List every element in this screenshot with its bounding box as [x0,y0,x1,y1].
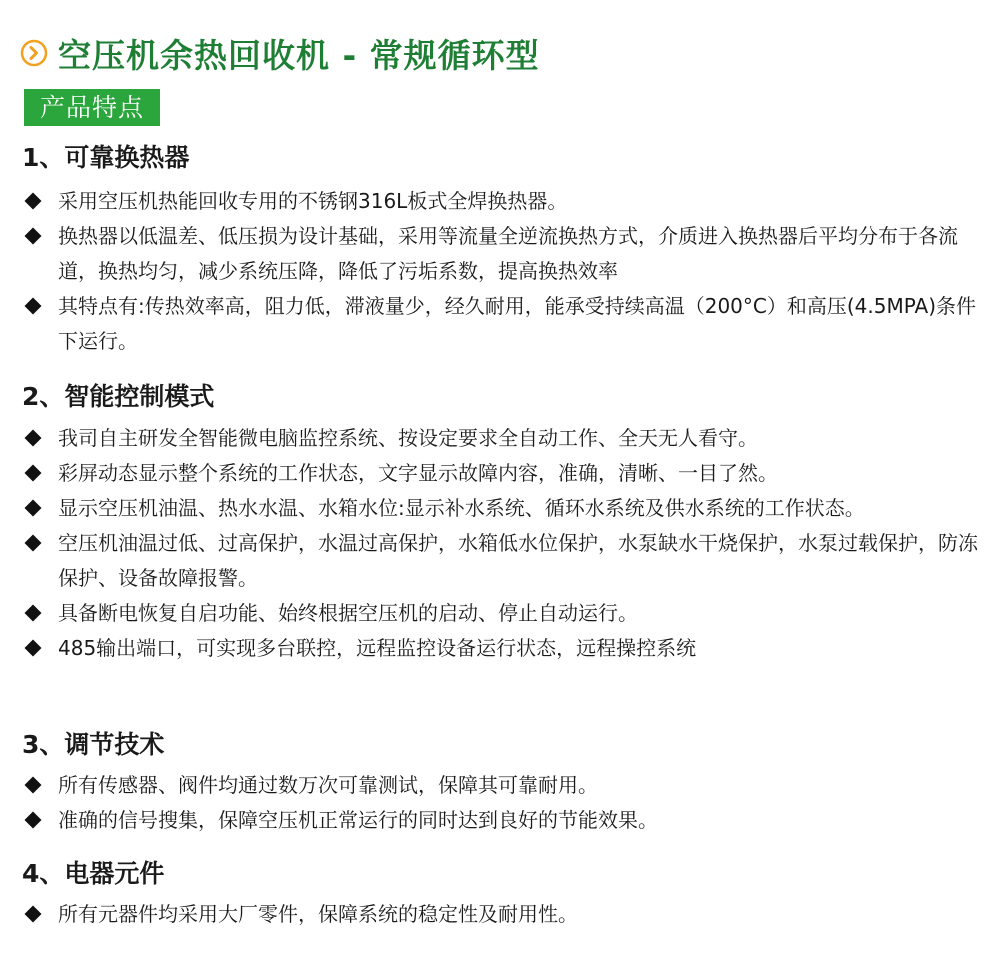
list-item [22,184,978,219]
diamond-bullet-icon [25,535,42,552]
list-item-text: 空压机油温过低、过高保护，水温过高保护，水箱低水位保护，水泵缺水干烧保护，水泵过载保护，防冻保护、设备故障报警。 [58,531,978,590]
list-item-text: 显示空压机油温、热水水温、水箱水位:显示补水系统、循环水系统及供水系统的工作状态。 [58,496,865,520]
bullet-list [22,768,982,838]
title-row [20,30,540,76]
diamond-bullet-icon [25,430,42,447]
list-item-text: 485输出端口，可实现多台联控，远程监控设备运行状态，远程操控系统 [58,636,697,660]
list-item-text: 具备断电恢复自启功能、始终根据空压机的启动、停止自动运行。 [58,601,638,625]
bullet-list [22,897,982,932]
list-item [22,897,978,932]
section-heading: 2、智能控制模式 [22,382,215,411]
list-item-text: 所有传感器、阀件均通过数万次可靠测试，保障其可靠耐用。 [58,773,598,797]
list-item-text: 准确的信号搜集，保障空压机正常运行的同时达到良好的节能效果。 [58,808,658,832]
section-heading: 3、调节技术 [22,730,165,759]
diamond-bullet-icon [25,812,42,829]
list-item [22,803,978,838]
diamond-bullet-icon [25,906,42,923]
page-title: 空压机余热回收机 - 常规循环型 [58,35,540,75]
diamond-bullet-icon [25,605,42,622]
list-item-text: 彩屏动态显示整个系统的工作状态，文字显示故障内容，准确，清晰、一目了然。 [58,461,778,485]
chevron-circle-right-icon [20,39,48,67]
diamond-bullet-icon [25,640,42,657]
list-item [22,631,978,666]
section-smart-control-mode [22,380,982,666]
list-item [22,289,978,359]
diamond-bullet-icon [25,465,42,482]
section-electrical-components [22,857,982,932]
section-heading: 4、电器元件 [22,859,165,888]
list-item [22,526,978,596]
list-item-text: 换热器以低温差、低压损为设计基础，采用等流量全逆流换热方式，介质进入换热器后平均分布于各流道，换热均匀，减少系统压降，降低了污垢系数，提高换热效率 [58,224,958,283]
list-item-text: 我司自主研发全智能微电脑监控系统、按设定要求全自动工作、全天无人看守。 [58,426,758,450]
list-item-text: 其特点有:传热效率高，阻力低，滞液量少，经久耐用，能承受持续高温（200°C）和高压(4.5MPA)条件下运行。 [58,294,977,353]
list-item [22,219,978,289]
diamond-bullet-icon [25,777,42,794]
list-item [22,596,978,631]
section-reliable-heat-exchanger [22,141,982,359]
section-heading: 1、可靠换热器 [22,143,190,172]
product-features-badge: 产品特点 [24,89,160,126]
bullet-list [22,421,982,666]
list-item-text: 所有元器件均采用大厂零件，保障系统的稳定性及耐用性。 [58,902,578,926]
list-item [22,456,978,491]
list-item [22,491,978,526]
list-item [22,768,978,803]
diamond-bullet-icon [25,228,42,245]
diamond-bullet-icon [25,193,42,210]
list-item [22,421,978,456]
diamond-bullet-icon [25,298,42,315]
list-item-text: 采用空压机热能回收专用的不锈钢316L板式全焊换热器。 [58,189,568,213]
diamond-bullet-icon [25,500,42,517]
bullet-list [22,184,982,359]
section-regulation-technology [22,728,982,838]
